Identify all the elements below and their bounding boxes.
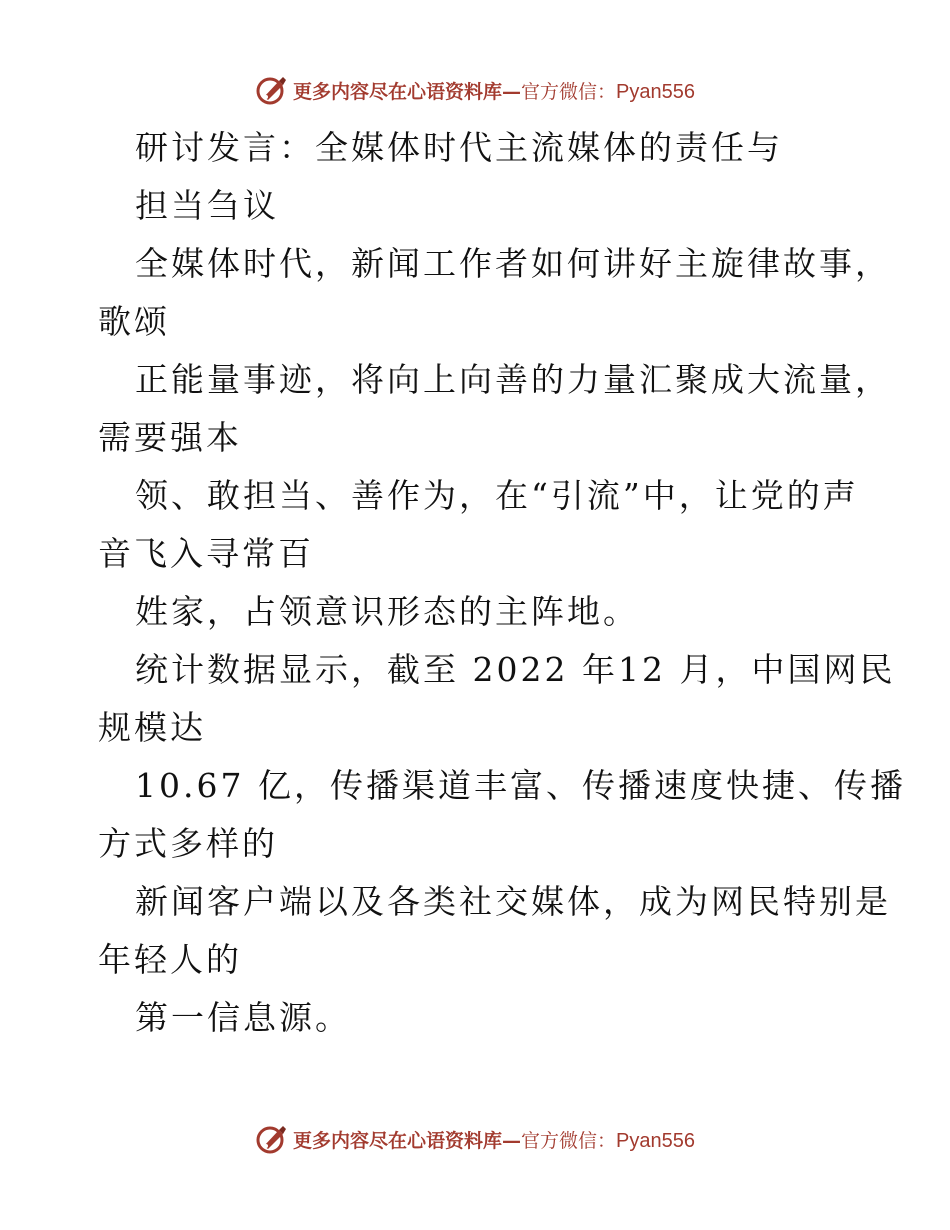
paragraph-line: 姓家，占领意识形态的主阵地。	[135, 592, 639, 631]
paragraph-line: 领、敢担当、善作为，在“引流”中，让党的声	[135, 476, 859, 515]
paragraph-line: 第一信息源。	[135, 998, 351, 1037]
header-watermark	[0, 72, 950, 108]
paragraph-line: 需要强本	[98, 418, 242, 457]
paragraph-line: 歌颂	[98, 302, 170, 341]
paragraph-line: 音飞入寻常百	[98, 534, 314, 573]
watermark-separator: —	[502, 1129, 522, 1152]
watermark-wechat-label: 官方微信：	[521, 1129, 617, 1152]
watermark-wechat-id: Pyan556	[616, 1129, 695, 1152]
title-line-2: 担当刍议	[135, 186, 279, 225]
watermark-wechat-label: 官方微信：	[521, 80, 617, 103]
footer-watermark	[0, 1121, 950, 1157]
title-line-1: 研讨发言：全媒体时代主流媒体的责任与	[135, 128, 783, 167]
pen-logo-icon	[255, 1122, 289, 1156]
pen-logo-icon	[255, 73, 289, 107]
paragraph-line: 10.67 亿，传播渠道丰富、传播速度快捷、传播	[135, 766, 906, 805]
paragraph-line: 正能量事迹，将向上向善的力量汇聚成大流量，	[135, 360, 891, 399]
paragraph-line: 新闻客户端以及各类社交媒体，成为网民特别是	[135, 882, 891, 921]
paragraph-line: 方式多样的	[98, 824, 278, 863]
watermark-wechat-id: Pyan556	[616, 80, 695, 103]
paragraph-line: 年轻人的	[98, 940, 242, 979]
watermark-separator: —	[502, 80, 522, 103]
paragraph-line: 统计数据显示，截至 2022 年12 月，中国网民	[135, 650, 896, 689]
paragraph-line: 规模达	[98, 708, 206, 747]
watermark-site-text: 更多内容尽在心语资料库	[293, 1129, 503, 1152]
paragraph-line: 全媒体时代，新闻工作者如何讲好主旋律故事，	[135, 244, 891, 283]
watermark-site-text: 更多内容尽在心语资料库	[293, 80, 503, 103]
